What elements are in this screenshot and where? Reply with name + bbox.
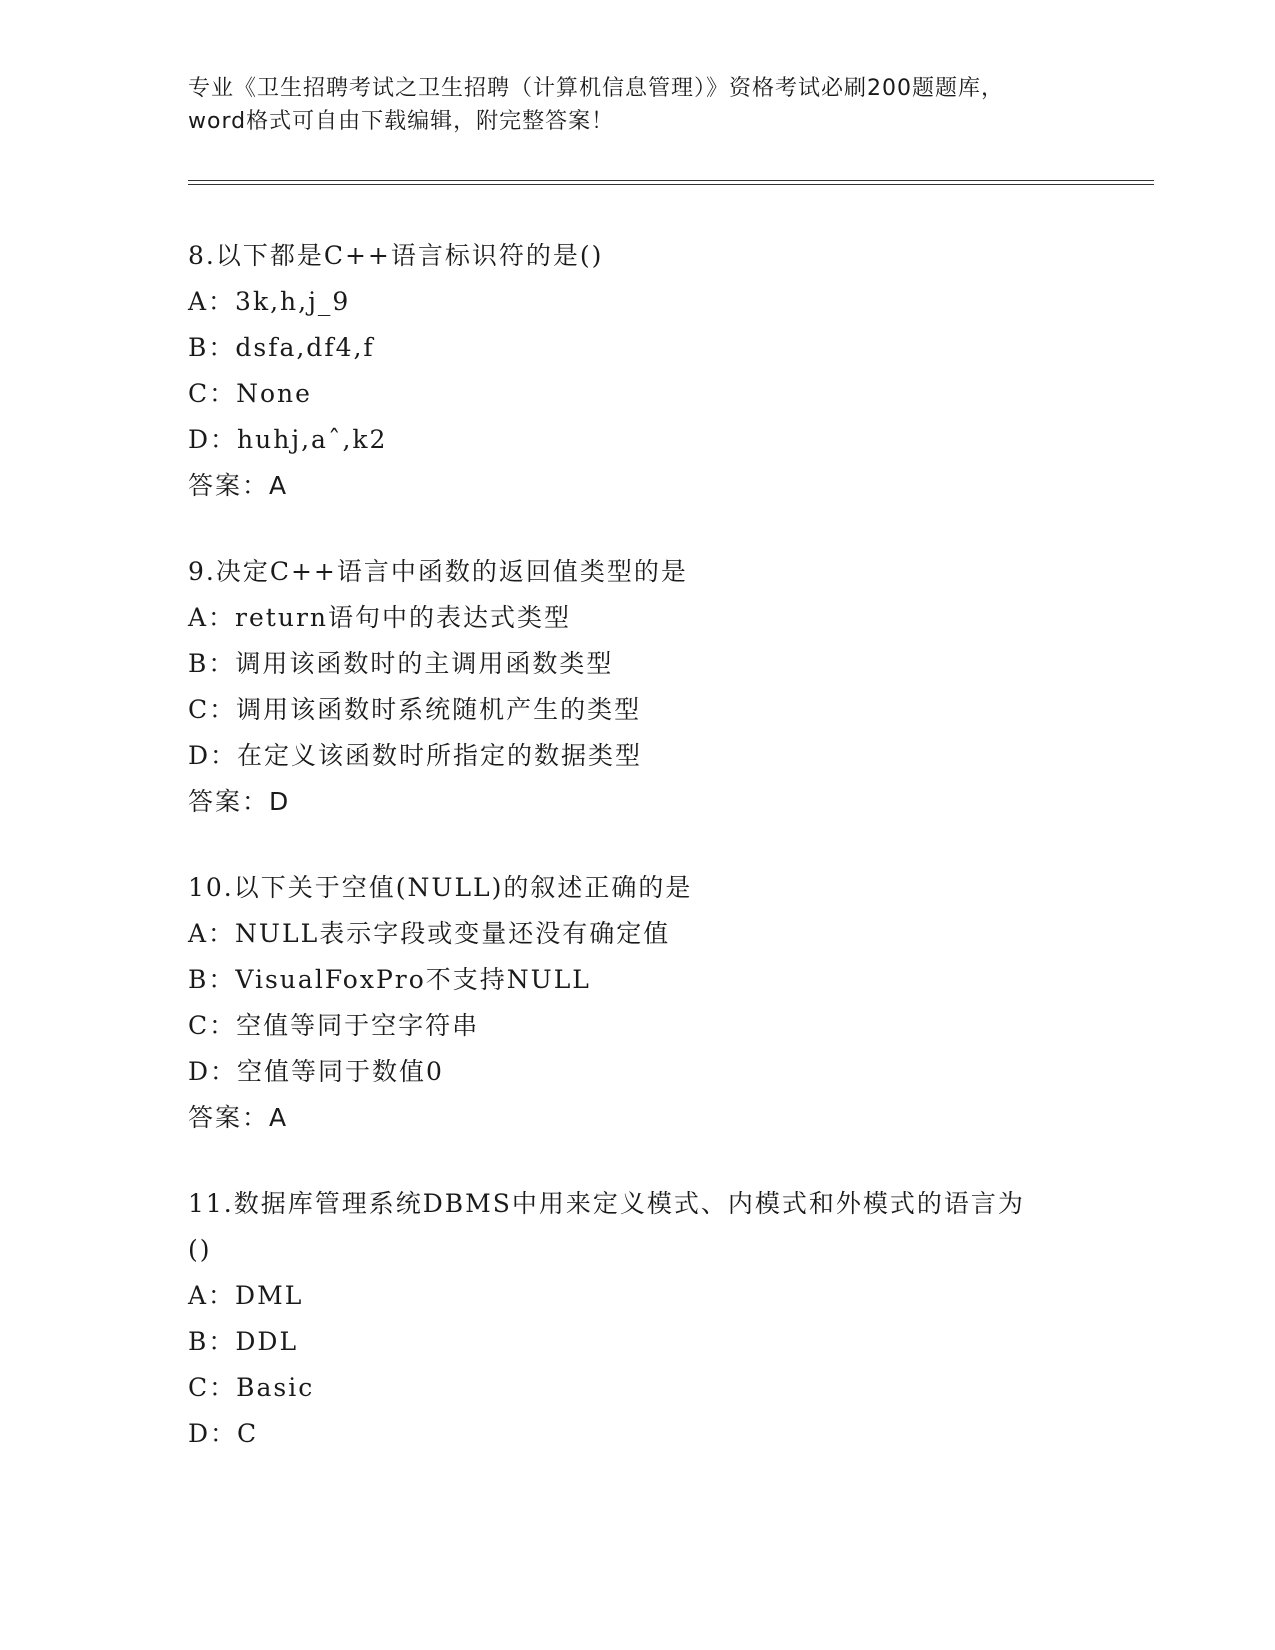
question-list bbox=[188, 233, 1088, 1497]
option-b: B：DDL bbox=[188, 1327, 299, 1356]
question-9 bbox=[188, 549, 1088, 825]
answer: 答案：A bbox=[188, 471, 289, 500]
document-header bbox=[188, 72, 1088, 138]
option-b: B：调用该函数时的主调用函数类型 bbox=[188, 649, 614, 678]
option-d: D：空值等同于数值0 bbox=[188, 1057, 444, 1086]
question-8 bbox=[188, 233, 1088, 509]
option-c: C：Basic bbox=[188, 1373, 315, 1402]
option-b: B：dsfa,df4,f bbox=[188, 333, 375, 362]
option-d: D：huhj,aˆ,k2 bbox=[188, 425, 388, 454]
header-rule-bottom bbox=[188, 184, 1154, 185]
header-line-2: word格式可自由下载编辑，附完整答案！ bbox=[188, 109, 615, 134]
answer: 答案：D bbox=[188, 787, 291, 816]
answer: 答案：A bbox=[188, 1103, 289, 1132]
option-c: C：调用该函数时系统随机产生的类型 bbox=[188, 695, 642, 724]
option-c: C：空值等同于空字符串 bbox=[188, 1011, 480, 1040]
question-11 bbox=[188, 1181, 1088, 1457]
header-rule-top bbox=[188, 180, 1154, 181]
question-stem: 10.以下关于空值(NULL)的叙述正确的是 bbox=[188, 873, 693, 902]
option-a: A：DML bbox=[188, 1281, 304, 1310]
question-stem: 9.决定C++语言中函数的返回值类型的是 bbox=[188, 557, 688, 586]
option-a: A：return语句中的表达式类型 bbox=[188, 603, 571, 632]
option-a: A：3k,h,j_9 bbox=[188, 287, 351, 316]
question-10 bbox=[188, 865, 1088, 1141]
option-d: D：在定义该函数时所指定的数据类型 bbox=[188, 741, 643, 770]
option-d: D：C bbox=[188, 1419, 259, 1448]
option-b: B：VisualFoxPro不支持NULL bbox=[188, 965, 591, 994]
header-line-1: 专业《卫生招聘考试之卫生招聘（计算机信息管理）》资格考试必刷200题题库， bbox=[188, 76, 1004, 101]
option-c: C：None bbox=[188, 379, 312, 408]
question-stem: 8.以下都是C++语言标识符的是() bbox=[188, 241, 604, 270]
question-stem-continued: () bbox=[188, 1235, 212, 1264]
option-a: A：NULL表示字段或变量还没有确定值 bbox=[188, 919, 671, 948]
question-stem: 11.数据库管理系统DBMS中用来定义模式、内模式和外模式的语言为 bbox=[188, 1189, 1025, 1218]
